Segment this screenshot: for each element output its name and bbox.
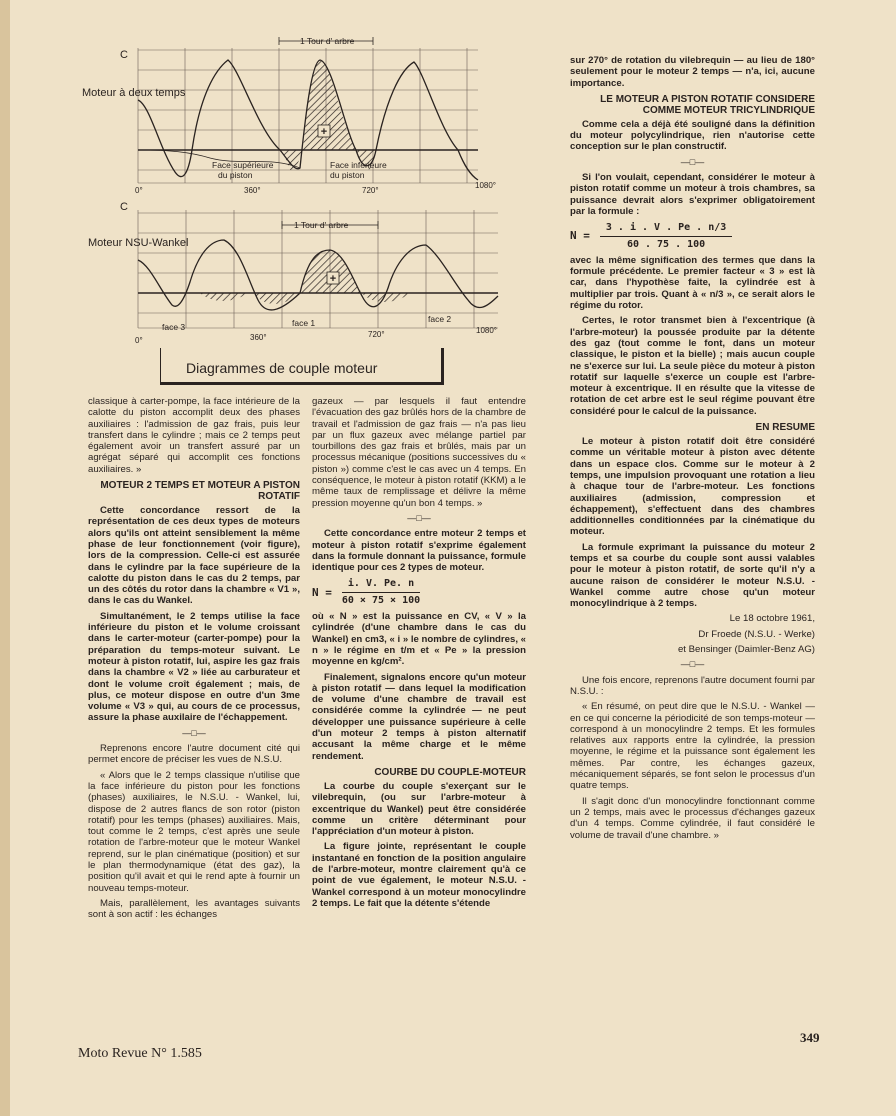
tick-top-1080: 1080°: [475, 181, 496, 190]
tick-top-0: 0°: [135, 186, 143, 195]
face1-label: face 1: [292, 318, 316, 328]
c1-p5: « Alors que le 2 temps classique n'utilise que la face inférieure du piston pour les fonctions (phases) auxiliaires, le N.S.U. - Wankel, lui, dispose de 2 autres flancs de son rotor (piston rotatif) pour les temps (phases) auxiliaires. Mais, tout comme le 2 temps, c'est après une seule rotation de l'arbre-moteur que le moteur Wankel reprend, sur le plan cinématique (position) et sur le plan thermodynamique (état des gaz), la position qu'il avait et qui le rend apte à fournir un nouveau temps-moteur.: [88, 769, 300, 894]
face-sup-label2: du piston: [218, 170, 253, 180]
c2-separator: —□—: [407, 512, 431, 523]
c1-p2: Cette concordance ressort de la représentation de ces deux types de moteurs alors qu'ils ont atteint sensiblement la même phase de leur fonctionnement (voir figure), lors de la compression. Celle-ci est assurée dans le cylindre par la face supérieure de la calotte du piston dans le cas du 2 temps, par un des côtés du rotor dans la chambre « V1 », dans le cas du Wankel.: [88, 505, 300, 607]
face3-label: face 3: [162, 322, 186, 332]
axis-c-bottom: C: [120, 201, 128, 213]
c3-heading-1: LE MOTEUR A PISTON ROTATIF CONSIDERE COMME MOTEUR TRICYLINDRIQUE: [600, 93, 815, 116]
signature-date: Le 18 octobre 1961,: [729, 613, 815, 625]
diagram-caption: Diagrammes de couple moteur: [186, 360, 378, 376]
c3-p5: Certes, le rotor transmet bien à l'excentrique (à l'arbre-moteur) la poussée produite par la détente des gaz (tout comme le font, dans un moteur classique, le piston et la bielle) ; mais aucun couple ne s'exerce sur lui. La seule pièce du moteur à piston rotatif sur laquelle s'exerce un couple est l'arbre-moteur à excentrique. Il en résulte que la vitesse de rotation de cet arbre est le seul régime pouvant être considéré pour le calcul de la puissance.: [570, 315, 815, 417]
c3-p7: La formule exprimant la puissance du moteur 2 temps et sa courbe du couple sont aussi valables pour le moteur à piston rotatif, de sorte qu'il n'y a aucune raison de considérer le moteur N.S.U. - Wankel comme autre chose qu'un moteur monocylindrique à 2 temps.: [570, 541, 815, 610]
tick-bottom-0: 0°: [135, 336, 143, 345]
c2-heading: COURBE DU COUPLE-MOTEUR: [374, 766, 526, 778]
c2-p2: Cette concordance entre moteur 2 temps et moteur à piston rotatif s'exprime également dans la formule donnant la puissance, formule identique pour ces 2 types de moteur.: [312, 528, 526, 574]
two-stroke-graph: [82, 36, 496, 195]
c3-p8: Une fois encore, reprenons l'autre document fourni par N.S.U. :: [570, 674, 815, 697]
formula2-numerator: 3 . i . V . Pe . n/3: [600, 222, 732, 236]
tick-bottom-1080: 1080°: [476, 326, 497, 335]
c3-p2: Comme cela a déjà été souligné dans la définition du moteur polycylindrique, rien n'autorise cette conception sur le plan constructif.: [570, 118, 815, 153]
c2-p1: gazeux — par lesquels il faut entendre l'évacuation des gaz brûlés hors de la chambre de travail et l'admission de gaz frais — n'a pas lieu par un flux gazeux avec mélange partiel par tourbillons des gaz frais et brûlés, mais par un processus mécanique (positions successives du « piston ») comme c'est le cas avec un 4 temps. En conséquence, le moteur à piston rotatif (KKM) a le même taux de remplissage et délivre la même pression moyenne qu'un bon 4 temps. »: [312, 396, 526, 509]
c3-heading-2: EN RESUME: [755, 422, 815, 434]
c3-p6: Le moteur à piston rotatif doit être considéré comme un véritable moteur à piston avec détente dans un espace clos. Comme sur le moteur à 2 temps, une impulsion provoquant une rotation a lieu à chaque tour de l'arbre-moteur. Les fonctions auxiliaires (admission, compression et échappement), s'effectuent dans des chambres additionnelles conditionnées par la cinématique du moteur.: [570, 436, 815, 538]
tour-label-top: 1 Tour d' arbre: [300, 36, 355, 46]
c1-heading: MOTEUR 2 TEMPS ET MOTEUR A PISTON ROTATIF: [100, 480, 300, 503]
c1-p3: Simultanément, le 2 temps utilise la face inférieure du piston et le volume croissant dans le carter-moteur (carter-pompe) pour la préparation du temps-moteur suivant. Le moteur à piston rotatif, lui, aspire les gaz frais dans la chambre « V2 » liée au carburateur et dont le volume croît également ; mais, de plus, ce moteur dispose en outre d'un 3me volume « V3 » qui, au cours de ce processus, assure la phase auxilaire de l'échappement.: [88, 610, 300, 724]
page-number: 349: [800, 1030, 820, 1045]
c1-p4: Reprenons encore l'autre document cité qui permet encore de préciser les vues de N.S.U.: [88, 743, 300, 766]
formula1-numerator: i. V. Pe. n: [342, 578, 420, 592]
signature-froede: Dr Froede (N.S.U. - Werke): [698, 628, 815, 640]
formula2-denominator: 60 . 75 . 100: [626, 238, 706, 250]
c1-separator: —□—: [182, 727, 206, 738]
formula2-n: N =: [570, 229, 590, 243]
c3-separator-1: —□—: [680, 156, 705, 167]
c2-p4: Finalement, signalons encore qu'un moteur à piston rotatif — dans lequel la modification de volume d'une chambre de travail est considérée comme la cylindrée — ne peut développer une puissance supérieure à celle d'un moteur 2 temps à piston alternatif accusant la même charge et le même rendement.: [312, 671, 526, 762]
plus-sign-top: +: [320, 126, 328, 138]
c3-p9: « En résumé, on peut dire que le N.S.U. - Wankel — en ce qui concerne la périodicité de son temps-moteur — correspond à un monocylindre 2 temps. Et les formules relatives aux rapports entre la cylindrée, la pression moyenne, le régime et la puissance sont également les mêmes. Par contre, les échanges gazeux, mécaniquement séparés, se font selon le processus d'un quatre temps.: [570, 701, 815, 792]
tick-top-360: 360°: [244, 186, 261, 195]
faded-watermark: [418, 530, 514, 576]
tick-top-720: 720°: [362, 186, 379, 195]
title-bottom: Moteur NSU-Wankel: [88, 237, 189, 249]
face-sup-label: Face supérieure: [212, 160, 274, 170]
column-3: [570, 55, 815, 845]
tick-bottom-720: 720°: [368, 330, 385, 339]
c1-p6: Mais, parallèlement, les avantages suivants sont à son actif : les échanges: [88, 897, 300, 921]
c3-separator-2: —□—: [680, 659, 705, 670]
formula1-n: N =: [312, 585, 332, 599]
signature-bensinger: et Bensinger (Daimler-Benz AG): [677, 644, 815, 656]
c3-p3: Si l'on voulait, cependant, considérer le moteur à piston rotatif comme un moteur à trois chambres, sa puissance devrait alors s'exprimer obligatoirement par la formule :: [570, 172, 815, 217]
power-formula-1: [312, 578, 526, 606]
c2-p6: La figure jointe, représentant le couple instantané en fonction de la position angulaire de l'arbre-moteur, montre clairement qu'à ce point de vue également, le moteur N.S.U. - Wankel correspond à un moteur monocylindre 2 temps. Le fait que la détente s'étende: [312, 841, 526, 909]
power-formula-2: [570, 222, 815, 250]
c3-p1: sur 270° de rotation du vilebrequin — au lieu de 180° seulement pour le moteur 2 temps — n'a, ici, aucune importance.: [570, 55, 815, 89]
face-inf-label: Face inferieure: [330, 160, 387, 170]
column-1: [88, 396, 300, 924]
c3-p4: avec la même signification des termes que dans la formule précédente. Le premier facteur « 3 » est là car, dans l'hypothèse faite, la cylindrée est à multiplier par trois. Quant à « n/3 », ce serait alors le régime du rotor.: [570, 254, 815, 312]
c3-p10: Il s'agit donc d'un monocylindre fonctionnant comme un 2 temps, mais avec le processus d'échanges gazeux d'un 4 temps. Comme cylindrée, il faut considéré le volume de travail d'une chambre. »: [570, 795, 815, 841]
column-2: [312, 396, 526, 913]
c2-p3: où « N » est la puissance en CV, « V » la cylindrée (d'une chambre dans le cas du Wankel) en cm3, « i » le nombre de cylindres, « n » le régime en t/m et « Pe » la pression moyenne en kg/cm².: [312, 611, 526, 668]
tick-bottom-360: 360°: [250, 333, 267, 342]
c1-p1: classique à carter-pompe, la face intérieure de la calotte du piston accomplit deux des phases auxiliaires : l'admission de gaz frais, puis leur transfert dans le cylindre ; mais ce 2 temps peut également avoir un transfert assuré par un agrégat séparé qui accomplit ces fonctions auxiliaires. »: [88, 396, 300, 475]
formula1-denominator: 60 × 75 × 100: [341, 594, 421, 606]
axis-c-top: C: [120, 49, 128, 61]
title-top: Moteur à deux temps: [82, 87, 186, 99]
magazine-footer: Moto Revue N° 1.585: [78, 1046, 202, 1061]
face2-label: face 2: [428, 314, 452, 324]
tour-label-bottom: 1 Tour d' arbre: [294, 220, 349, 230]
face-inf-label2: du piston: [330, 170, 365, 180]
c2-p5: La courbe du couple s'exerçant sur le vilebrequin, (ou sur l'arbre-moteur à excentrique du Wankel) peut être considérée comme un critère déterminant pour l'appréciation d'un moteur à piston.: [312, 780, 526, 838]
wankel-graph: [88, 201, 498, 345]
plus-sign-bottom: +: [329, 273, 337, 285]
